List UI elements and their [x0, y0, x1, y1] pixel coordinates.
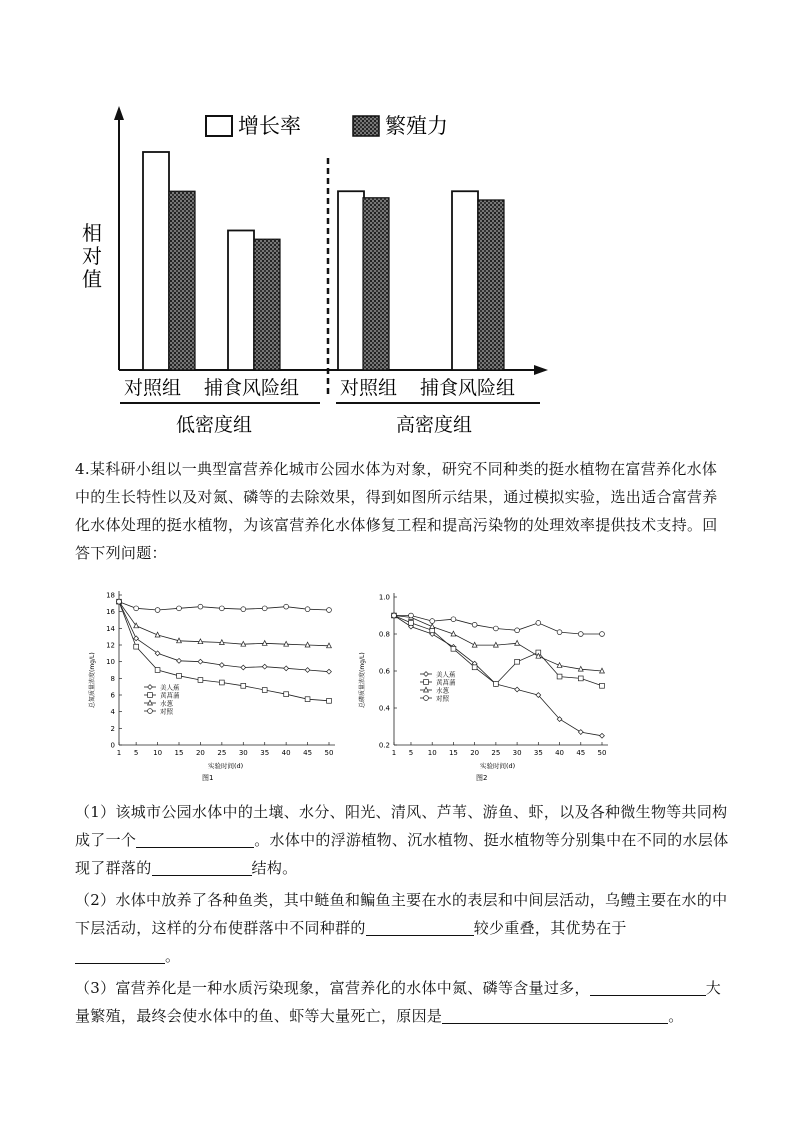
y-tick-label: 6: [110, 691, 115, 700]
q1-blank-2[interactable]: [152, 859, 252, 876]
marker-circle: [148, 709, 153, 714]
x-tick-label: 45: [303, 749, 313, 757]
marker-square: [198, 678, 203, 683]
x-tick-label: 30: [512, 749, 522, 757]
x-tick-label: 50: [597, 749, 607, 757]
q3-blank-1[interactable]: [590, 979, 706, 996]
x-tick-label: 40: [281, 749, 291, 757]
bar-growth: [338, 191, 364, 370]
group-label-low: 低密度组: [176, 414, 253, 436]
legend-label-growth: 增长率: [238, 114, 301, 138]
category-label: 对照组: [340, 377, 398, 399]
marker-circle: [177, 606, 182, 611]
q1-blank-1[interactable]: [136, 831, 254, 848]
x-tick-label: 15: [448, 749, 458, 757]
marker-triangle: [148, 700, 153, 705]
x-tick-label: 1: [391, 749, 397, 757]
marker-square: [600, 683, 605, 688]
fig2-xlabel: 实验时间(d): [480, 762, 516, 770]
x-axis-arrow-icon: [534, 365, 548, 375]
x-tick-label: 10: [427, 749, 437, 757]
y-tick-label: 8: [110, 674, 115, 683]
y-tick-label: 2: [110, 724, 115, 733]
category-label: 对照组: [124, 377, 182, 399]
x-tick-label: 45: [576, 749, 586, 757]
marker-circle: [409, 613, 414, 618]
legend-label: 美人蕉: [436, 670, 456, 679]
q2-blank-2[interactable]: [75, 947, 165, 964]
marker-diamond: [327, 669, 332, 674]
legend-label: 对照: [436, 694, 449, 703]
legend-swatch-growth: [206, 116, 232, 136]
marker-square: [134, 644, 139, 649]
marker-triangle: [515, 640, 520, 645]
x-tick-label: 5: [408, 749, 414, 757]
top-bar-chart: [70, 100, 560, 445]
marker-square: [451, 646, 456, 651]
marker-diamond: [134, 636, 139, 641]
legend-label: 对照: [160, 707, 173, 716]
q1-part-a: （1）该城市公园水体中的土壤、水分、阳光、清风、芦苇、游鱼、虾，以及各种微生物等共同构成了一个: [75, 803, 728, 849]
marker-square: [177, 673, 182, 678]
bar-fecundity: [363, 198, 389, 370]
legend-label: 美人蕉: [160, 683, 180, 692]
marker-circle: [493, 626, 498, 631]
x-tick-label: 50: [324, 749, 334, 757]
fig1-caption: 图1: [202, 774, 214, 782]
marker-diamond: [424, 672, 429, 677]
marker-square: [424, 680, 429, 685]
y-tick-label: 0.8: [378, 630, 390, 639]
marker-square: [578, 676, 583, 681]
marker-triangle: [262, 641, 267, 646]
marker-circle: [472, 622, 477, 627]
marker-square: [148, 693, 153, 698]
marker-diamond: [148, 685, 153, 690]
marker-circle: [219, 606, 224, 611]
legend-label: 黄菖蒲: [160, 691, 180, 700]
marker-diamond: [241, 665, 246, 670]
marker-circle: [430, 619, 435, 624]
q2-part-a: （2）水体中放养了各种鱼类，其中鲢鱼和鳊鱼主要在水的表层和中间层活动，乌鳢主要在水的中下层活动，这样的分布使群落中不同种群的: [75, 891, 728, 937]
marker-circle: [284, 604, 289, 609]
q1-text: [75, 798, 730, 882]
marker-square: [219, 680, 224, 685]
marker-circle: [536, 621, 541, 626]
legend-swatch-fecundity: [353, 116, 379, 136]
x-tick-label: 25: [217, 749, 227, 757]
marker-circle: [155, 608, 160, 613]
y-tick-label: 0.6: [378, 667, 390, 676]
q1-part-b: 。水体中的浮游植物、沉水植物、挺水植物等分别集中在不同的水层体现了群落的: [75, 831, 729, 877]
x-tick-label: 25: [491, 749, 501, 757]
marker-circle: [392, 613, 397, 618]
bar-fecundity: [254, 239, 280, 370]
x-tick-label: 1: [116, 749, 122, 757]
series-line: [119, 602, 329, 672]
question-intro: 4.某科研小组以一典型富营养化城市公园水体为对象，研究不同种类的挺水植物在富营养化水体中的生长特性以及对氮、磷等的去除效果，得到如图所示结果，通过模拟实验，选出适合富营养化水体处理的挺水植物，为该富营养化水体修复工程和提高污染物的处理效率提供技术支持。回答下列问题：: [75, 460, 718, 562]
y-tick-label: 14: [106, 624, 115, 633]
x-tick-label: 5: [133, 749, 139, 757]
marker-circle: [262, 606, 267, 611]
marker-triangle: [472, 642, 477, 647]
bar-growth: [143, 152, 169, 370]
q2-text: [75, 886, 730, 970]
bar-growth: [228, 230, 254, 370]
bars-group: [143, 152, 504, 370]
y-tick-label: 12: [106, 641, 115, 650]
y-axis-label-1: 相: [82, 221, 102, 245]
y-tick-label: 1.0: [378, 593, 390, 602]
q3-part-c: 。: [668, 1007, 684, 1025]
marker-circle: [134, 606, 139, 611]
marker-diamond: [600, 733, 605, 738]
y-tick-label: 0.2: [378, 741, 390, 750]
marker-triangle: [424, 687, 429, 692]
q2-blank-1[interactable]: [366, 919, 474, 936]
q2-part-c: 。: [165, 947, 181, 965]
y-tick-label: 16: [106, 608, 115, 617]
legend-label: 黄菖蒲: [436, 678, 456, 687]
marker-diamond: [578, 730, 583, 735]
y-axis-label-2: 对: [82, 244, 102, 268]
marker-square: [241, 683, 246, 688]
y-tick-label: 18: [106, 591, 115, 600]
marker-circle: [198, 604, 203, 609]
marker-diamond: [262, 664, 267, 669]
marker-diamond: [515, 687, 520, 692]
bar-fecundity: [169, 191, 195, 370]
figure-1: [82, 580, 344, 790]
y-tick-label: 10: [106, 658, 115, 667]
marker-circle: [578, 632, 583, 637]
marker-square: [305, 697, 310, 702]
y-tick-label: 4: [110, 708, 115, 717]
marker-square: [557, 674, 562, 679]
x-tick-label: 30: [238, 749, 248, 757]
fig2-ylabel: 总磷质量浓度(mg/L): [359, 652, 366, 708]
fig1-ylabel: 总氮质量浓度(mg/L): [89, 652, 96, 708]
fig2-caption: 图2: [476, 774, 488, 782]
legend-label-fecundity: 繁殖力: [385, 114, 448, 138]
q1-part-c: 结构。: [251, 859, 298, 877]
q3-part-a: （3）富营养化是一种水质污染现象，富营养化的水体中氮、磷等含量过多，: [75, 979, 590, 997]
marker-circle: [327, 608, 332, 613]
figure-2: [352, 580, 622, 790]
q3-part-b: 大量繁殖，最终会使水体中的鱼、虾等大量死亡，原因是: [75, 979, 722, 1025]
marker-diamond: [177, 658, 182, 663]
marker-circle: [557, 630, 562, 635]
group-label-high: 高密度组: [396, 414, 473, 436]
x-tick-label: 15: [174, 749, 184, 757]
marker-square: [284, 692, 289, 697]
marker-circle: [600, 632, 605, 637]
marker-diamond: [284, 666, 289, 671]
q3-blank-2[interactable]: [442, 1007, 668, 1024]
marker-circle: [305, 607, 310, 612]
marker-square: [472, 665, 477, 670]
y-tick-label: 0: [110, 741, 115, 750]
marker-square: [409, 621, 414, 626]
category-label: 捕食风险组: [420, 377, 516, 399]
q2-part-b: 较少重叠，其优势在于: [473, 919, 627, 937]
legend-label: 水葱: [436, 686, 449, 695]
marker-circle: [241, 607, 246, 612]
x-tick-label: 10: [153, 749, 163, 757]
bar-fecundity: [478, 200, 504, 370]
y-tick-label: 0.4: [378, 704, 390, 713]
marker-square: [262, 688, 267, 693]
marker-square: [327, 698, 332, 703]
marker-square: [493, 682, 498, 687]
y-axis-label-3: 值: [82, 267, 102, 291]
marker-diamond: [305, 668, 310, 673]
x-tick-label: 20: [195, 749, 205, 757]
marker-circle: [117, 599, 122, 604]
category-label: 捕食风险组: [204, 377, 300, 399]
x-tick-label: 20: [470, 749, 480, 757]
x-tick-label: 35: [533, 749, 543, 757]
x-tick-label: 35: [260, 749, 270, 757]
series-line: [394, 616, 602, 672]
marker-diamond: [219, 663, 224, 668]
marker-circle: [515, 628, 520, 633]
x-tick-label: 40: [555, 749, 565, 757]
marker-diamond: [198, 659, 203, 664]
q3-text: [75, 974, 730, 1030]
marker-square: [515, 659, 520, 664]
y-axis-arrow-icon: [114, 106, 124, 120]
marker-circle: [424, 696, 429, 701]
bar-growth: [452, 191, 478, 370]
fig1-xlabel: 实验时间(d): [208, 762, 244, 770]
marker-circle: [451, 617, 456, 622]
legend-label: 水葱: [160, 699, 173, 708]
marker-square: [155, 668, 160, 673]
